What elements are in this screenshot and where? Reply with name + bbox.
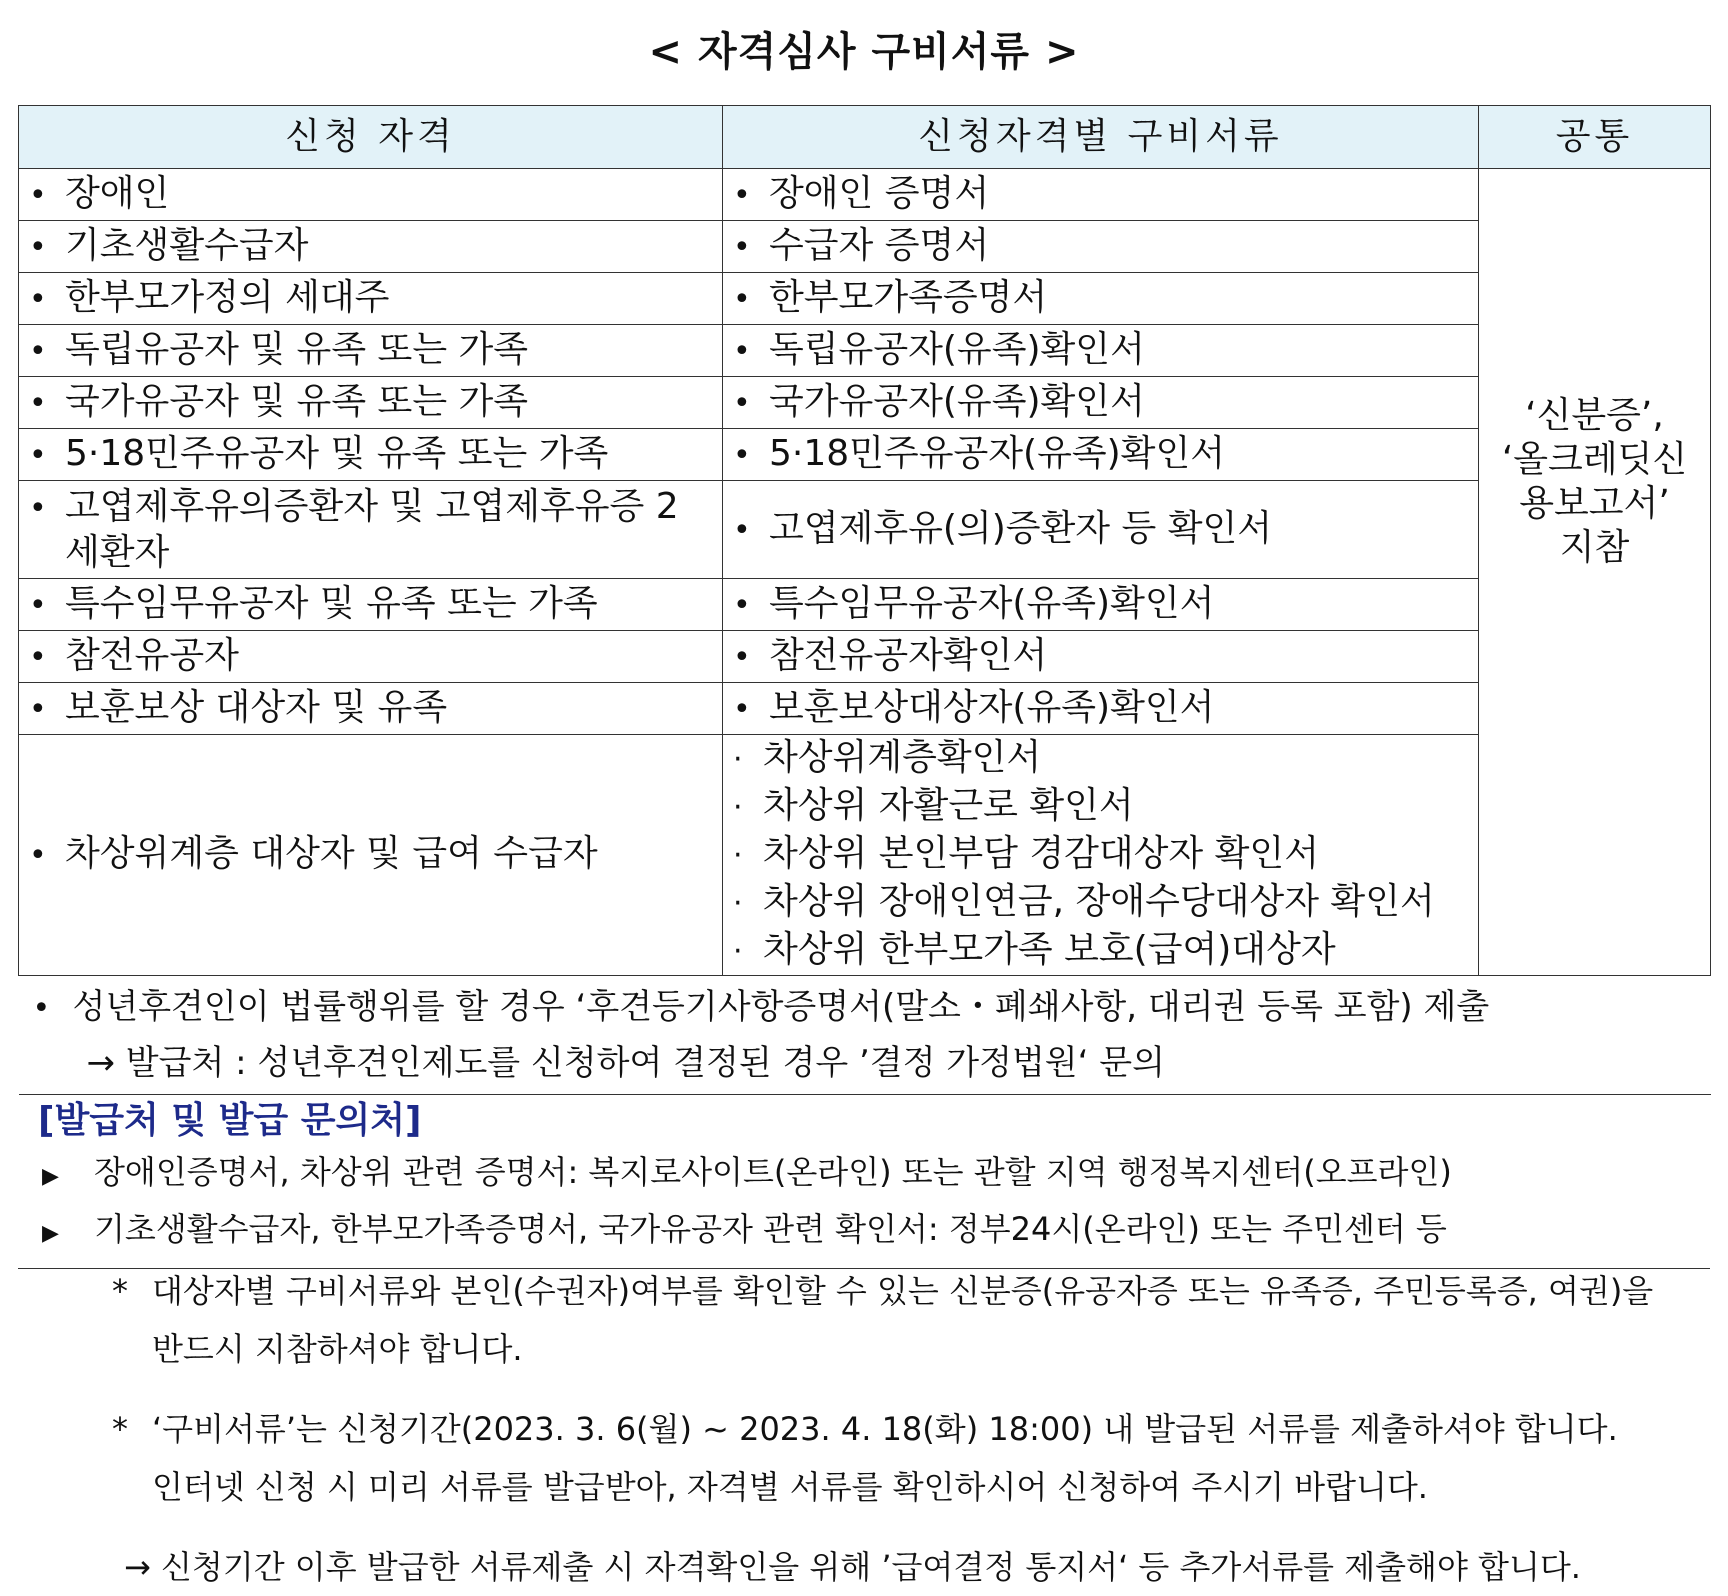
table-row [19,631,1711,683]
qualification-cell: • 한부모가정의 세대주 [29,276,712,322]
note-line: ‘구비서류’는 신청기간(2023. 3. 6(월) ~ 2023. 4. 18(화) 18:00) 내 발급된 서류를 제출하셔야 합니다. [152,1410,1618,1448]
document-cell: • 한부모가족증명서 [733,276,1468,322]
note-application-period [112,1400,1712,1516]
table-row [19,735,1711,976]
header-common: 공통 [1479,106,1711,169]
issuer-item-text: 기초생활수급자, 한부모가족증명서, 국가유공자 관련 확인서: 정부24시(온라인) 또는 주민센터 등 [94,1210,1447,1248]
table-row [19,273,1711,325]
issuer-title: [발급처 및 발급 문의처] [38,1100,422,1141]
table-row [19,169,1711,221]
note-additional-documents: → 신청기간 이후 발급한 서류제출 시 자격확인을 위해 ’급여결정 통지서‘ 등 추가서류를 제출해야 합니다. [124,1548,1581,1586]
triangle-bullet-icon: ▶ [42,1221,59,1246]
triangle-bullet-icon: ▶ [42,1164,59,1189]
header-qualification: 신청 자격 [19,106,723,169]
document-cell: • 특수임무유공자(유족)확인서 [733,582,1468,628]
guardian-notice-issuer: → 발급처 : 성년후견인제도를 신청하여 결정된 경우 ’결정 가정법원‘ 문의 [86,1043,1165,1083]
common-line: 지참 [1559,527,1630,568]
document-cell: • 고엽제후유(의)증환자 등 확인서 [733,507,1468,553]
qualification-cell: • 기초생활수급자 [29,224,712,270]
qualification-cell: • 보훈보상 대상자 및 유족 [29,686,712,732]
table-row [19,579,1711,631]
guardian-notice: • 성년후견인이 법률행위를 할 경우 ‘후견등기사항증명서(말소・폐쇄사항, 대리권 등록 포함) 제출 [33,980,1697,1036]
qualification-cell: • 5·18민주유공자 및 유족 또는 가족 [29,432,712,478]
table-header-row [19,106,1711,169]
header-documents: 신청자격별 구비서류 [723,106,1479,169]
table-row [19,429,1711,481]
qualification-cell: • 장애인 [29,172,712,218]
note-line: 반드시 지참하셔야 합니다. [152,1330,523,1368]
table-row [19,221,1711,273]
table-row [19,325,1711,377]
qualification-cell: • 차상위계층 대상자 및 급여 수급자 [29,832,712,878]
common-cell [1479,169,1711,976]
note-line: 인터넷 신청 시 미리 서류를 발급받아, 자격별 서류를 확인하시어 신청하여 주시기 바랍니다. [152,1468,1428,1506]
qualification-cell: • 국가유공자 및 유족 또는 가족 [29,380,712,426]
table-row [19,683,1711,735]
issuer-item [18,1146,1710,1203]
document-cell: • 참전유공자확인서 [733,634,1468,680]
qualification-cell: • 특수임무유공자 및 유족 또는 가족 [29,582,712,628]
document-cell: • 독립유공자(유족)확인서 [733,328,1468,374]
asterisk-mark: * [112,1410,128,1448]
qualification-cell: • 참전유공자 [29,634,712,680]
note-id-required [112,1262,1712,1378]
asterisk-mark: * [112,1272,128,1310]
document-sub-item: · 차상위 자활근로 확인서 [733,783,1468,831]
note-line: 대상자별 구비서류와 본인(수권자)여부를 확인할 수 있는 신분증(유공자증 또는 유족증, 주민등록증, 여권)을 [152,1272,1654,1310]
notes-section [112,1262,1712,1596]
document-sub-item: · 차상위 본인부담 경감대상자 확인서 [733,831,1468,879]
document-sub-item: · 차상위계층확인서 [733,735,1468,783]
guardian-notice-row [19,976,1711,1095]
common-line: ‘올크레딧신 [1501,439,1688,480]
common-line: ‘신분증’, [1525,395,1664,436]
qualification-cell: • 독립유공자 및 유족 또는 가족 [29,328,712,374]
requirements-table [18,105,1711,1095]
document-cell: • 수급자 증명서 [733,224,1468,270]
table-row [19,377,1711,429]
document-cell: • 보훈보상대상자(유족)확인서 [733,686,1468,732]
document-cell: • 장애인 증명서 [733,172,1468,218]
issuer-section [18,1096,1710,1269]
common-line: 용보고서’ [1519,483,1670,524]
table-row [19,481,1711,579]
qualification-cell: • 고엽제후유의증환자 및 고엽제후유증 2세환자 [29,485,712,575]
page-title: < 자격심사 구비서류 > [648,29,1080,75]
document-cell: • 국가유공자(유족)확인서 [733,380,1468,426]
issuer-item-text: 장애인증명서, 차상위 관련 증명서: 복지로사이트(온라인) 또는 관할 지역 행정복지센터(오프라인) [94,1153,1452,1191]
issuer-item [18,1203,1710,1260]
document-cell: • 5·18민주유공자(유족)확인서 [733,432,1468,478]
document-sub-item: · 차상위 장애인연금, 장애수당대상자 확인서 [733,879,1468,927]
document-sub-item: · 차상위 한부모가족 보호(급여)대상자 [733,927,1468,975]
